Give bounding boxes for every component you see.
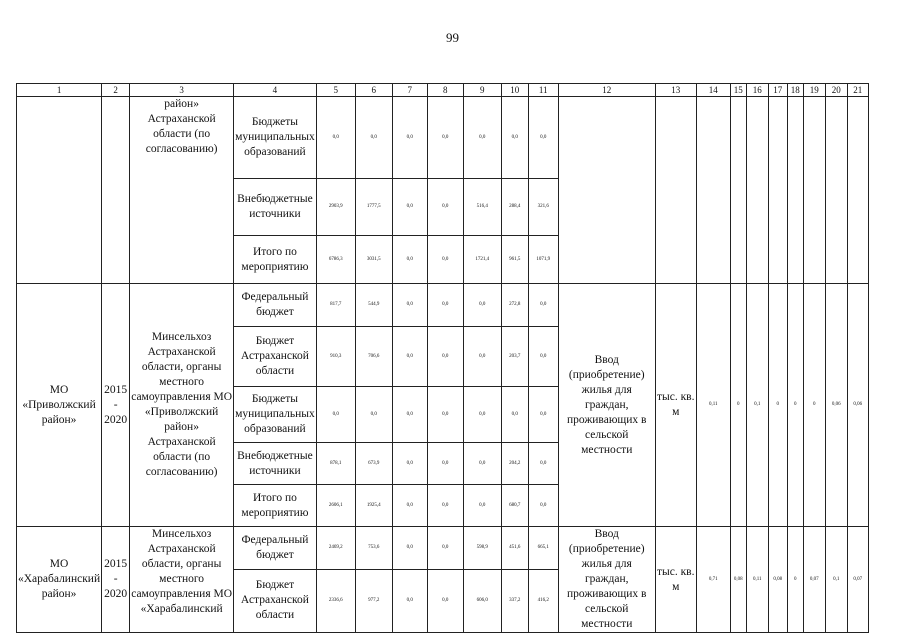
col-header: 8 — [427, 84, 463, 97]
value-cell: 1925,4 — [355, 485, 392, 527]
table-row — [17, 284, 869, 327]
page-number: 99 — [446, 30, 459, 45]
col-header: 1 — [17, 84, 102, 97]
value-cell: 878,1 — [316, 443, 355, 485]
value-cell: 910,3 — [316, 327, 355, 387]
unit-cell — [655, 97, 696, 284]
value-cell: 1777,5 — [355, 179, 392, 236]
value-cell: 516,4 — [463, 179, 501, 236]
value-cell: 2903,9 — [316, 179, 355, 236]
value-cell: 0,0 — [427, 179, 463, 236]
executor-cell: Минсельхоз Астраханской области, органы местного самоуправления МО «Приволжский район» Астраханской области (по согласованию) — [130, 284, 234, 527]
col-header: 6 — [355, 84, 392, 97]
target-cell: 0,71 — [696, 527, 730, 633]
value-cell: 0,0 — [427, 387, 463, 443]
value-cell: 1721,4 — [463, 236, 501, 284]
value-cell: 2469,2 — [316, 527, 355, 570]
col-header: 11 — [528, 84, 558, 97]
target-cell — [803, 97, 825, 284]
value-cell: 0,0 — [528, 327, 558, 387]
value-cell: 0,0 — [392, 97, 427, 179]
value-cell: 0,0 — [528, 485, 558, 527]
unit-cell: тыс. кв. м — [655, 284, 696, 527]
col-header: 7 — [392, 84, 427, 97]
value-cell: 0,0 — [392, 387, 427, 443]
target-cell — [787, 97, 803, 284]
col-header: 3 — [130, 84, 234, 97]
source-cell: Бюджеты муниципальных образований — [234, 97, 317, 179]
value-cell: 0,0 — [392, 327, 427, 387]
value-cell: 706,6 — [355, 327, 392, 387]
table-row — [17, 527, 869, 570]
value-cell: 0,0 — [528, 284, 558, 327]
source-cell: Внебюджетные источники — [234, 179, 317, 236]
value-cell: 665,1 — [528, 527, 558, 570]
value-cell: 0,0 — [463, 443, 501, 485]
indicator-cell — [558, 97, 655, 284]
target-cell: 0 — [768, 284, 787, 527]
source-cell: Итого по мероприятию — [234, 485, 317, 527]
value-cell: 337,2 — [501, 569, 528, 632]
value-cell: 977,2 — [355, 569, 392, 632]
value-cell: 753,6 — [355, 527, 392, 570]
target-cell: 0 — [787, 284, 803, 527]
value-cell: 2336,6 — [316, 569, 355, 632]
value-cell: 0,0 — [501, 97, 528, 179]
value-cell: 673,9 — [355, 443, 392, 485]
target-cell: 0 — [803, 284, 825, 527]
value-cell: 0,0 — [392, 527, 427, 570]
value-cell: 0,0 — [392, 236, 427, 284]
value-cell: 606,0 — [463, 569, 501, 632]
source-cell: Федеральный бюджет — [234, 284, 317, 327]
target-cell: 0,07 — [847, 527, 868, 633]
executor-cell: район» Астраханской области (по согласованию) — [130, 97, 234, 284]
value-cell: 0,0 — [392, 179, 427, 236]
target-cell — [730, 97, 746, 284]
target-cell: 0 — [787, 527, 803, 633]
col-header: 21 — [847, 84, 868, 97]
indicator-cell: Ввод (приобретение) жилья для граждан, проживающих в сельской местности — [558, 284, 655, 527]
source-cell: Бюджет Астраханской области — [234, 327, 317, 387]
value-cell: 0,0 — [316, 97, 355, 179]
mo-cell: МО «Харабалинский район» — [17, 527, 102, 633]
target-cell: 0,06 — [847, 284, 868, 527]
value-cell: 0,0 — [316, 387, 355, 443]
col-header: 10 — [501, 84, 528, 97]
value-cell: 0,0 — [392, 569, 427, 632]
target-cell: 0,07 — [803, 527, 825, 633]
value-cell: 0,0 — [427, 327, 463, 387]
value-cell: 272,8 — [501, 284, 528, 327]
value-cell: 204,2 — [501, 443, 528, 485]
value-cell: 2606,1 — [316, 485, 355, 527]
target-cell — [768, 97, 787, 284]
target-cell: 0,06 — [825, 284, 847, 527]
unit-cell: тыс. кв. м — [655, 527, 696, 633]
col-header: 17 — [768, 84, 787, 97]
value-cell: 1071,9 — [528, 236, 558, 284]
value-cell: 416,2 — [528, 569, 558, 632]
year-cell — [102, 97, 130, 284]
target-cell — [746, 97, 768, 284]
year-cell: 2015 - 2020 — [102, 527, 130, 633]
source-cell: Внебюджетные источники — [234, 443, 317, 485]
value-cell: 6786,3 — [316, 236, 355, 284]
value-cell: 0,0 — [463, 387, 501, 443]
col-header: 15 — [730, 84, 746, 97]
value-cell: 0,0 — [392, 284, 427, 327]
target-cell — [847, 97, 868, 284]
value-cell: 0,0 — [463, 485, 501, 527]
value-cell: 0,0 — [463, 284, 501, 327]
value-cell: 0,0 — [463, 327, 501, 387]
target-cell: 0,11 — [746, 527, 768, 633]
value-cell: 0,0 — [528, 97, 558, 179]
value-cell: 0,0 — [463, 97, 501, 179]
target-cell — [825, 97, 847, 284]
value-cell: 321,6 — [528, 179, 558, 236]
table-row — [17, 97, 869, 179]
col-header: 18 — [787, 84, 803, 97]
value-cell: 0,0 — [427, 569, 463, 632]
target-cell: 0,1 — [825, 527, 847, 633]
target-cell: 0,08 — [768, 527, 787, 633]
mo-cell — [17, 97, 102, 284]
value-cell: 598,9 — [463, 527, 501, 570]
col-header: 2 — [102, 84, 130, 97]
col-header: 13 — [655, 84, 696, 97]
source-cell: Итого по мероприятию — [234, 236, 317, 284]
value-cell: 3031,5 — [355, 236, 392, 284]
value-cell: 0,0 — [355, 387, 392, 443]
value-cell: 203,7 — [501, 327, 528, 387]
value-cell: 961,5 — [501, 236, 528, 284]
mo-cell: МО «Приволжский район» — [17, 284, 102, 527]
col-header: 19 — [803, 84, 825, 97]
year-cell: 2015 - 2020 — [102, 284, 130, 527]
value-cell: 544,9 — [355, 284, 392, 327]
source-cell: Бюджет Астраханской области — [234, 569, 317, 632]
value-cell: 451,6 — [501, 527, 528, 570]
value-cell: 0,0 — [392, 485, 427, 527]
target-cell: 0,08 — [730, 527, 746, 633]
value-cell: 0,0 — [427, 97, 463, 179]
value-cell: 680,7 — [501, 485, 528, 527]
program-table — [16, 83, 869, 633]
col-header: 12 — [558, 84, 655, 97]
value-cell: 0,0 — [427, 443, 463, 485]
target-cell: 0 — [730, 284, 746, 527]
target-cell — [696, 97, 730, 284]
target-cell: 0,11 — [696, 284, 730, 527]
source-cell: Федеральный бюджет — [234, 527, 317, 570]
value-cell: 0,0 — [355, 97, 392, 179]
col-header: 16 — [746, 84, 768, 97]
executor-cell: Минсельхоз Астраханской области, органы местного самоуправления МО «Харабалинский — [130, 527, 234, 633]
indicator-cell: Ввод (приобретение) жилья для граждан, проживающих в сельской местности — [558, 527, 655, 633]
header-row — [17, 84, 869, 97]
col-header: 4 — [234, 84, 317, 97]
value-cell: 0,0 — [528, 387, 558, 443]
value-cell: 0,0 — [427, 284, 463, 327]
value-cell: 0,0 — [427, 527, 463, 570]
col-header: 5 — [316, 84, 355, 97]
col-header: 9 — [463, 84, 501, 97]
value-cell: 0,0 — [427, 485, 463, 527]
col-header: 14 — [696, 84, 730, 97]
target-cell: 0,1 — [746, 284, 768, 527]
value-cell: 0,0 — [427, 236, 463, 284]
value-cell: 0,0 — [528, 443, 558, 485]
col-header: 20 — [825, 84, 847, 97]
value-cell: 288,4 — [501, 179, 528, 236]
source-cell: Бюджеты муниципальных образований — [234, 387, 317, 443]
value-cell: 0,0 — [392, 443, 427, 485]
value-cell: 0,0 — [501, 387, 528, 443]
value-cell: 817,7 — [316, 284, 355, 327]
